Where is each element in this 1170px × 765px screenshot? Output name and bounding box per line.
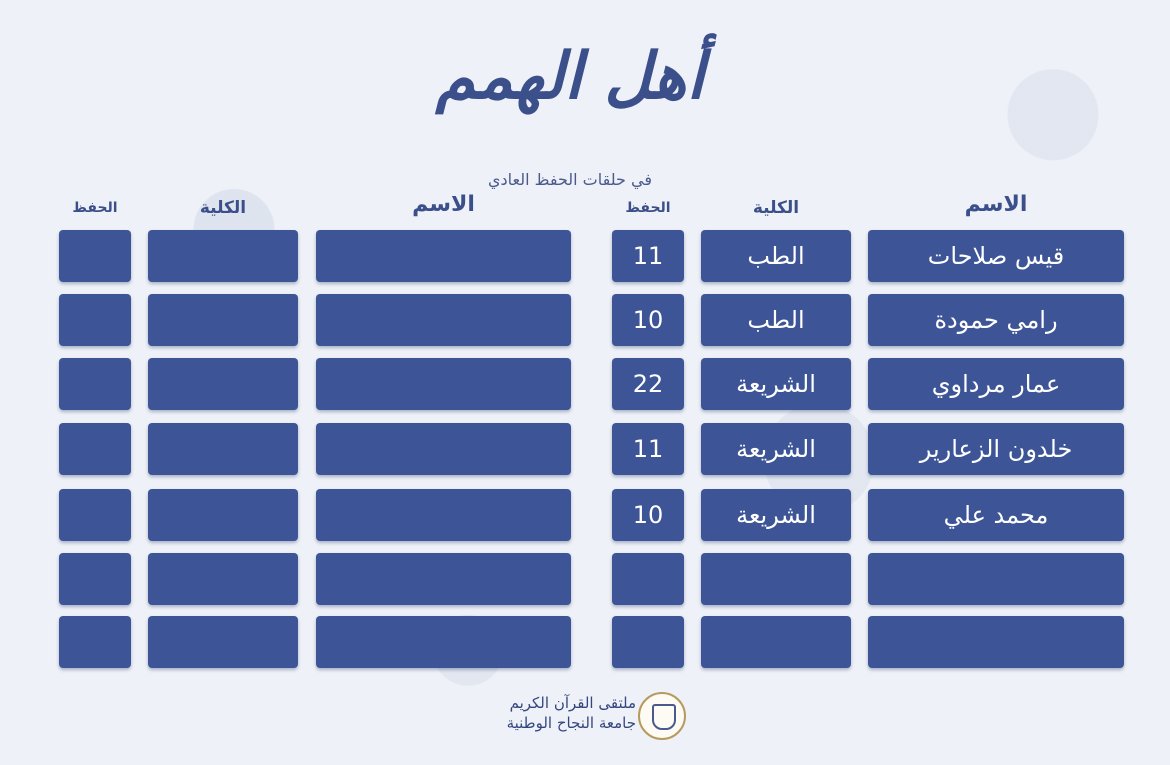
footer-line-1: ملتقى القرآن الكريم — [509, 694, 636, 712]
left-table-memorized-cell — [59, 553, 131, 605]
footer — [470, 690, 690, 742]
left-table-college-cell — [148, 358, 298, 410]
right-table-memorized-cell: 10 — [612, 489, 684, 541]
left-table-college-cell — [148, 616, 298, 668]
page-title — [420, 22, 720, 189]
right-table-memorized-cell: 10 — [612, 294, 684, 346]
right-table-college-cell: الشريعة — [701, 358, 851, 410]
right-table-college-cell: الطب — [701, 230, 851, 282]
right-table-college-cell — [701, 616, 851, 668]
right-header-name: الاسم — [964, 192, 1028, 217]
left-table-college-cell — [148, 294, 298, 346]
right-table-name-cell: رامي حمودة — [868, 294, 1124, 346]
left-table-name-cell — [316, 358, 571, 410]
right-header-memorized: الحفظ — [625, 200, 671, 216]
left-header-name: الاسم — [412, 192, 475, 217]
right-table-memorized-cell: 11 — [612, 230, 684, 282]
quran-forum-logo-icon — [638, 692, 686, 740]
left-table-college-cell — [148, 230, 298, 282]
left-table-name-cell — [316, 423, 571, 475]
left-table-college-cell — [148, 423, 298, 475]
right-table-college-cell — [701, 553, 851, 605]
left-header-college: الكلية — [199, 198, 247, 218]
right-table-memorized-cell: 22 — [612, 358, 684, 410]
right-table-name-cell — [868, 616, 1124, 668]
right-table-college-cell: الشريعة — [701, 489, 851, 541]
left-table-name-cell — [316, 489, 571, 541]
right-table-name-cell: خلدون الزعارير — [868, 423, 1124, 475]
right-table-memorized-cell: 11 — [612, 423, 684, 475]
right-table-college-cell: الشريعة — [701, 423, 851, 475]
left-table-memorized-cell — [59, 616, 131, 668]
left-header-memorized: الحفظ — [72, 200, 118, 216]
left-table-name-cell — [316, 230, 571, 282]
left-table-memorized-cell — [59, 230, 131, 282]
left-table-college-cell — [148, 553, 298, 605]
right-table-name-cell: محمد علي — [868, 489, 1124, 541]
right-table-memorized-cell — [612, 553, 684, 605]
page-subtitle: في حلقات الحفظ العادي — [488, 170, 652, 189]
right-table-name-cell — [868, 553, 1124, 605]
right-table-memorized-cell — [612, 616, 684, 668]
left-table-name-cell — [316, 553, 571, 605]
right-header-college: الكلية — [752, 198, 800, 218]
right-table-name-cell: قيس صلاحات — [868, 230, 1124, 282]
right-table-name-cell: عمار مرداوي — [868, 358, 1124, 410]
left-table-name-cell — [316, 616, 571, 668]
left-table-memorized-cell — [59, 294, 131, 346]
left-table-college-cell — [148, 489, 298, 541]
title-calligraphy: أهل الهمم — [435, 39, 705, 114]
left-table-memorized-cell — [59, 423, 131, 475]
footer-line-2: جامعة النجاح الوطنية — [506, 714, 636, 732]
right-table-college-cell: الطب — [701, 294, 851, 346]
left-table-name-cell — [316, 294, 571, 346]
left-table-memorized-cell — [59, 489, 131, 541]
left-table-memorized-cell — [59, 358, 131, 410]
